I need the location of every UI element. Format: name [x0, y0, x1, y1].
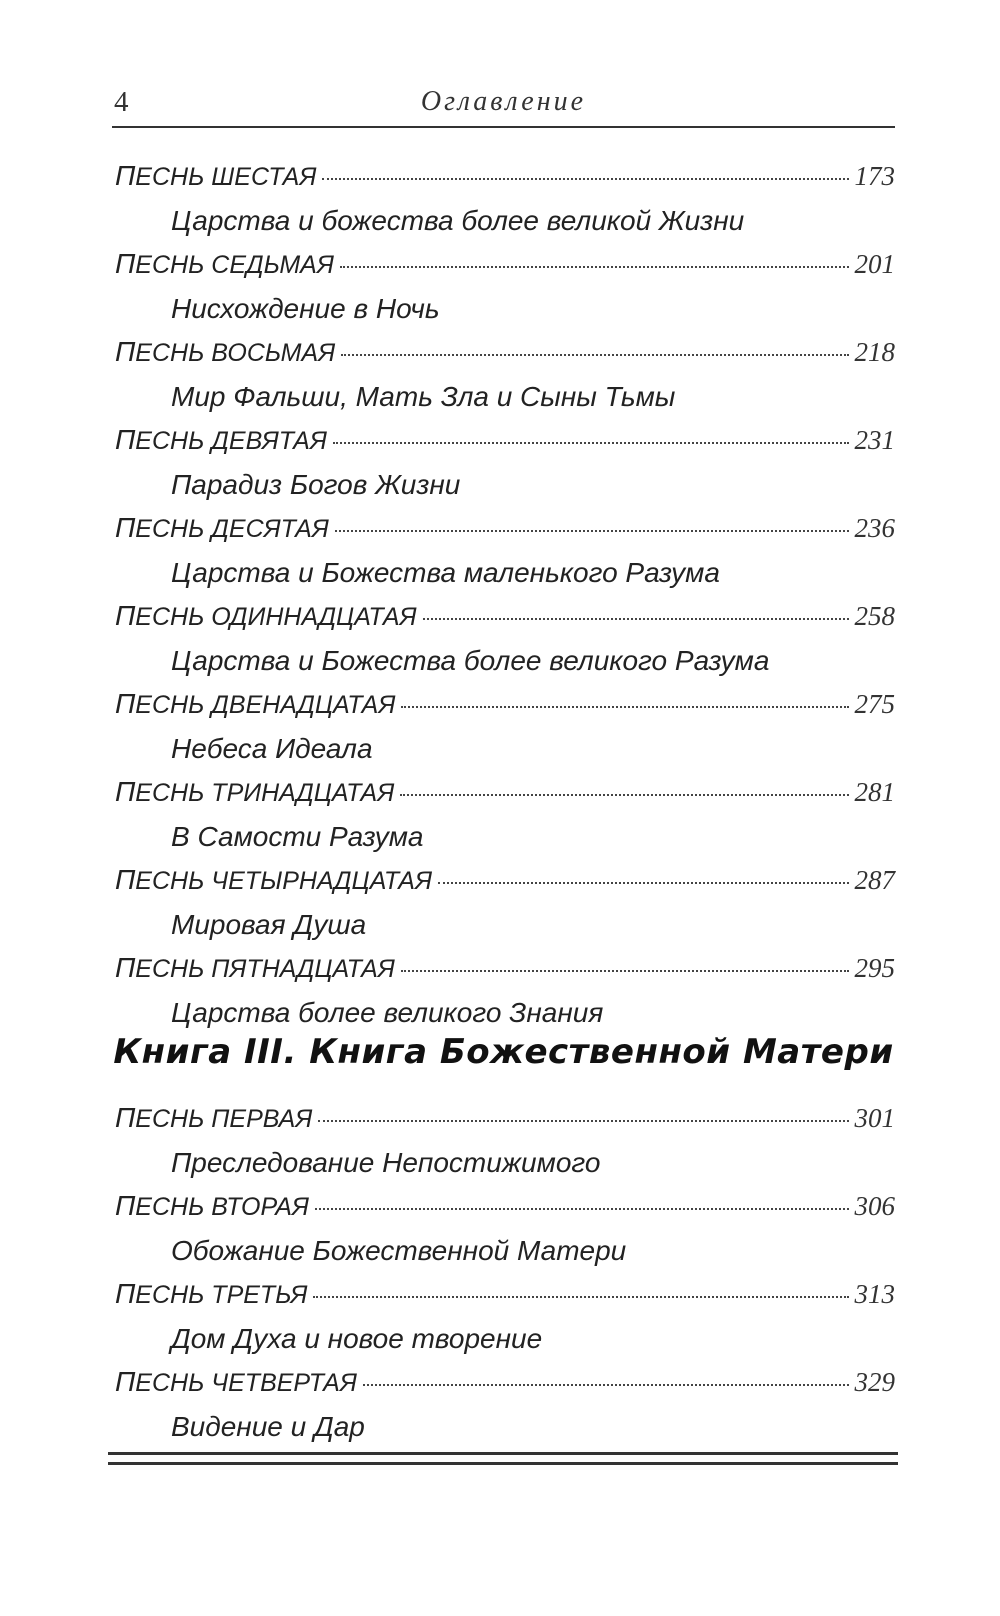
canto-subtitle: Парадиз Богов Жизни [171, 469, 461, 500]
canto-label: ПЕСНЬ ШЕСТАЯ [115, 160, 317, 191]
page-reference: 301 [854, 1103, 895, 1133]
dot-leader [423, 618, 849, 620]
page-reference: 218 [854, 337, 895, 367]
canto-subtitle: Мир Фальши, Мать Зла и Сыны Тьмы [171, 381, 676, 412]
dot-leader [401, 706, 848, 708]
canto-subtitle: Царства более великого Знания [171, 997, 604, 1028]
toc-entry[interactable] [115, 336, 895, 424]
page-title: Оглавление [420, 86, 587, 117]
dot-leader [400, 794, 848, 796]
dot-leader [313, 1296, 848, 1298]
toc-entry[interactable] [115, 1190, 895, 1278]
dot-leader [318, 1120, 848, 1122]
canto-label: ПЕСНЬ ЧЕТВЕРТАЯ [115, 1366, 357, 1397]
page-reference: 313 [854, 1279, 895, 1309]
toc-list-part2 [115, 1102, 895, 1454]
canto-label: ПЕСНЬ ВОСЬМАЯ [115, 336, 336, 367]
dot-leader [322, 178, 848, 180]
canto-label: ПЕСНЬ ДВЕНАДЦАТАЯ [115, 688, 396, 719]
canto-label: ПЕСНЬ ЧЕТЫРНАДЦАТАЯ [115, 864, 433, 895]
toc-entry[interactable] [115, 160, 895, 248]
canto-label: ПЕСНЬ ТРИНАДЦАТАЯ [115, 776, 395, 807]
toc-entry[interactable] [115, 776, 895, 864]
canto-label: ПЕСНЬ ВТОРАЯ [115, 1190, 309, 1221]
page-header [112, 82, 895, 128]
canto-label: ПЕСНЬ ДЕСЯТАЯ [115, 512, 329, 543]
toc-entry[interactable] [115, 248, 895, 336]
toc-entry[interactable] [115, 512, 895, 600]
canto-subtitle: Царства и Божества маленького Разума [171, 557, 720, 588]
toc-entry[interactable] [115, 600, 895, 688]
book-heading: Книга III. Книга Божественной Матери [113, 1032, 894, 1072]
canto-subtitle: Дом Духа и новое творение [171, 1323, 543, 1354]
page-reference: 287 [854, 865, 895, 895]
page-reference: 275 [854, 689, 895, 719]
page-reference: 231 [854, 425, 895, 455]
page-reference: 295 [854, 953, 895, 983]
canto-subtitle: Царства и Божества более великого Разума [171, 645, 770, 676]
canto-label: ПЕСНЬ ПЯТНАДЦАТАЯ [115, 952, 395, 983]
page-reference: 281 [854, 777, 895, 807]
canto-label: ПЕСНЬ ОДИННАДЦАТАЯ [115, 600, 417, 631]
dot-leader [340, 266, 849, 268]
dot-leader [335, 530, 849, 532]
canto-label: ПЕСНЬ ДЕВЯТАЯ [115, 424, 327, 455]
toc-entry[interactable] [115, 952, 895, 1040]
toc-list-part1 [115, 160, 895, 1040]
canto-subtitle: Видение и Дар [171, 1411, 365, 1442]
canto-subtitle: Нисхождение в Ночь [171, 293, 440, 324]
canto-subtitle: Преследование Непостижимого [171, 1147, 601, 1178]
dot-leader [341, 354, 848, 356]
toc-entry[interactable] [115, 1366, 895, 1454]
page-reference: 201 [854, 249, 895, 279]
page-number: 4 [114, 86, 129, 118]
canto-subtitle: Царства и божества более великой Жизни [171, 205, 745, 236]
page-reference: 173 [854, 161, 895, 191]
dot-leader [363, 1384, 849, 1386]
dot-leader [401, 970, 849, 972]
page-reference: 236 [854, 513, 895, 543]
page-reference: 258 [854, 601, 895, 631]
dot-leader [333, 442, 849, 444]
footer-double-rule [108, 1452, 898, 1465]
canto-label: ПЕСНЬ ПЕРВАЯ [115, 1102, 313, 1133]
toc-entry[interactable] [115, 424, 895, 512]
canto-subtitle: Обожание Божественной Матери [171, 1235, 627, 1266]
page-reference: 306 [854, 1191, 895, 1221]
dot-leader [315, 1208, 849, 1210]
toc-entry[interactable] [115, 688, 895, 776]
canto-subtitle: Мировая Душа [171, 909, 367, 940]
toc-entry[interactable] [115, 864, 895, 952]
canto-label: ПЕСНЬ СЕДЬМАЯ [115, 248, 334, 279]
canto-label: ПЕСНЬ ТРЕТЬЯ [115, 1278, 308, 1309]
canto-subtitle: Небеса Идеала [171, 733, 373, 764]
canto-subtitle: В Самости Разума [171, 821, 424, 852]
dot-leader [438, 882, 848, 884]
page-reference: 329 [854, 1367, 895, 1397]
toc-entry[interactable] [115, 1102, 895, 1190]
toc-entry[interactable] [115, 1278, 895, 1366]
